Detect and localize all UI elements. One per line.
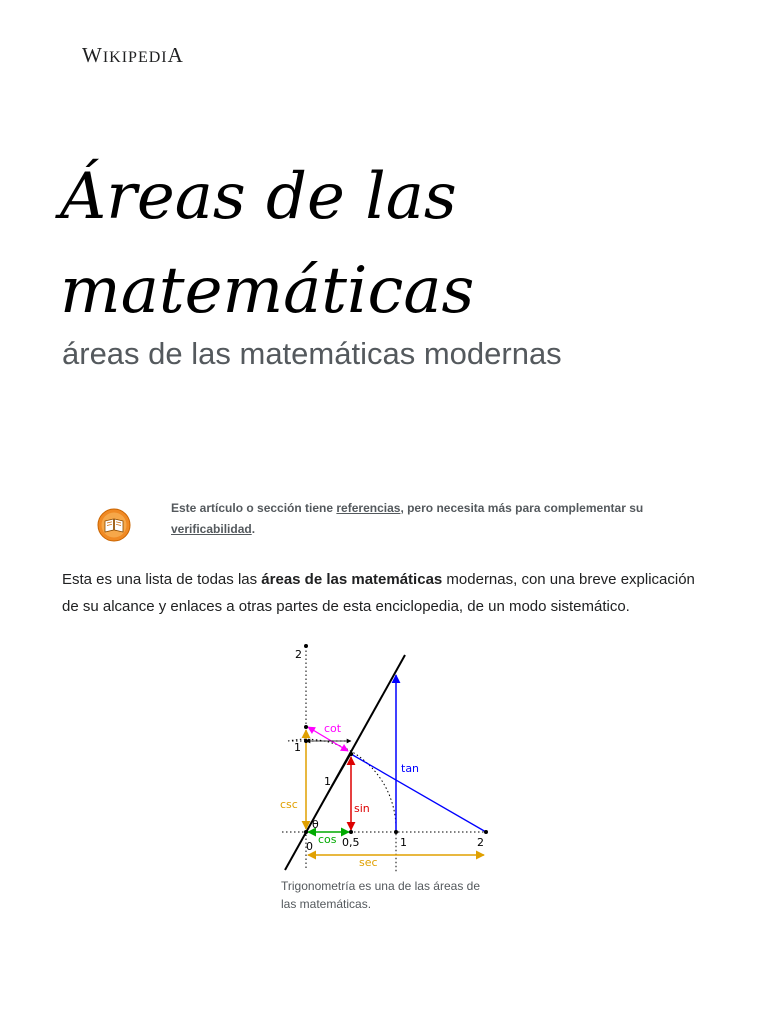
intro-text-start: Esta es una lista de todas las <box>62 571 262 588</box>
verificabilidad-link[interactable]: verificabilidad <box>171 522 252 536</box>
figure-caption: Trigonometría es una de las áreas de las matemáticas. <box>281 879 481 911</box>
label-radius: 1 <box>324 775 331 788</box>
label-cos: cos <box>318 833 337 846</box>
label-sin: sin <box>354 802 370 815</box>
page-title: Áreas de las matemáticas <box>60 160 475 328</box>
trigonometry-figure[interactable] <box>276 640 496 875</box>
point-x2 <box>484 830 488 834</box>
point-circle <box>349 752 353 756</box>
wordmark-initial: W <box>82 43 103 67</box>
intro-bold-term: áreas de las matemáticas <box>261 571 443 588</box>
label-y1: 1 <box>294 741 301 754</box>
label-x1: 1 <box>400 836 407 849</box>
notice-text-end: . <box>251 522 256 536</box>
page-subtitle: áreas de las matemáticas modernas <box>62 336 562 371</box>
references-notice <box>60 490 708 550</box>
label-tan: tan <box>401 762 420 775</box>
label-sec: sec <box>359 856 378 869</box>
referencias-link[interactable]: referencias <box>336 501 401 515</box>
notice-text <box>171 498 691 540</box>
references-book-icon <box>97 508 131 542</box>
unit-circle-diagram <box>276 640 496 875</box>
label-theta: θ <box>312 818 319 831</box>
point-half <box>349 830 353 834</box>
label-x2: 2 <box>477 836 484 849</box>
wordmark-final: A <box>167 43 184 67</box>
point-x1 <box>394 830 398 834</box>
label-csc: csc <box>280 798 298 811</box>
point-y1 <box>304 739 308 743</box>
label-half: 0,5 <box>342 836 360 849</box>
point-origin <box>304 830 308 834</box>
notice-text-start: Este artículo o sección tiene <box>171 501 337 515</box>
label-origin: 0 <box>306 840 313 853</box>
unit-circle-arc <box>288 739 396 872</box>
notice-text-middle: , pero necesita más para complementar su <box>400 501 644 515</box>
label-y2: 2 <box>295 648 302 661</box>
wordmark-middle: IKIPEDI <box>102 49 168 66</box>
point-csc <box>304 725 308 729</box>
label-cot: cot <box>324 722 342 735</box>
intro-text-end: modernas, con una breve explicación de su alcance y enlaces a otras partes de esta enciclopedia, de un modo sistemático. <box>62 571 695 615</box>
intro-paragraph <box>62 566 712 620</box>
point-y2 <box>304 644 308 648</box>
wikipedia-wordmark[interactable] <box>82 43 184 68</box>
